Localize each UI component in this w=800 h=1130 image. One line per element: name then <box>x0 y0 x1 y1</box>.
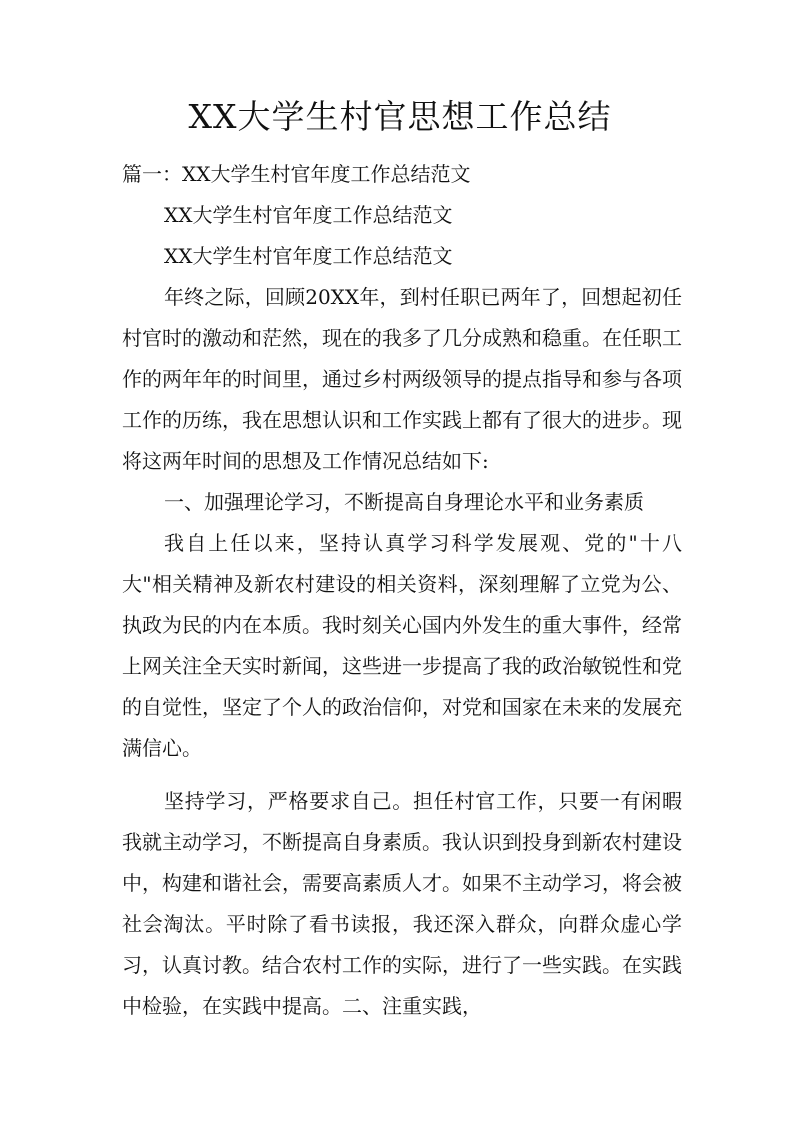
subtitle-line: XX大学生村官年度工作总结范文 <box>164 203 453 227</box>
body-paragraph: 我自上任以来，坚持认真学习科学发展观、党的"十八大"相关精神及新农村建设的相关资料，深刻理解了立党为公、执政为民的内在本质。我时刻关心国内外发生的重大事件，经常上网关注全天实时新闻，这些进一步提高了我的政治敏锐性和党的自觉性，坚定了个人的政治信仰，对党和国家在未来的发展充满信心。 <box>122 531 682 760</box>
subtitle-line: XX大学生村官年度工作总结范文 <box>164 244 453 268</box>
body-paragraph: 坚持学习，严格要求自己。担任村官工作，只要一有闲暇我就主动学习，不断提高自身素质。我认识到投身到新农村建设中，构建和谐社会，需要高素质人才。如果不主动学习，将会被社会淘汰。平时除了看书读报，我还深入群众，向群众虚心学习，认真讨教。结合农村工作的实际，进行了一些实践。在实践中检验，在实践中提高。二、注重实践， <box>122 789 682 1018</box>
section-heading: 篇一：XX大学生村官年度工作总结范文 <box>122 162 471 186</box>
document-title: XX大学生村官思想工作总结 <box>188 97 612 136</box>
section-subheading: 一、加强理论学习，不断提高自身理论水平和业务素质 <box>164 490 644 514</box>
document-body <box>122 154 682 1027</box>
body-paragraph: 年终之际，回顾20XX年，到村任职已两年了，回想起初任村官时的激动和茫然，现在的我多了几分成熟和稳重。在任职工作的两年年的时间里，通过乡村两级领导的提点指导和参与各项工作的历练，我在思想认识和工作实践上都有了很大的进步。现将这两年时间的思想及工作情况总结如下: <box>122 285 682 473</box>
